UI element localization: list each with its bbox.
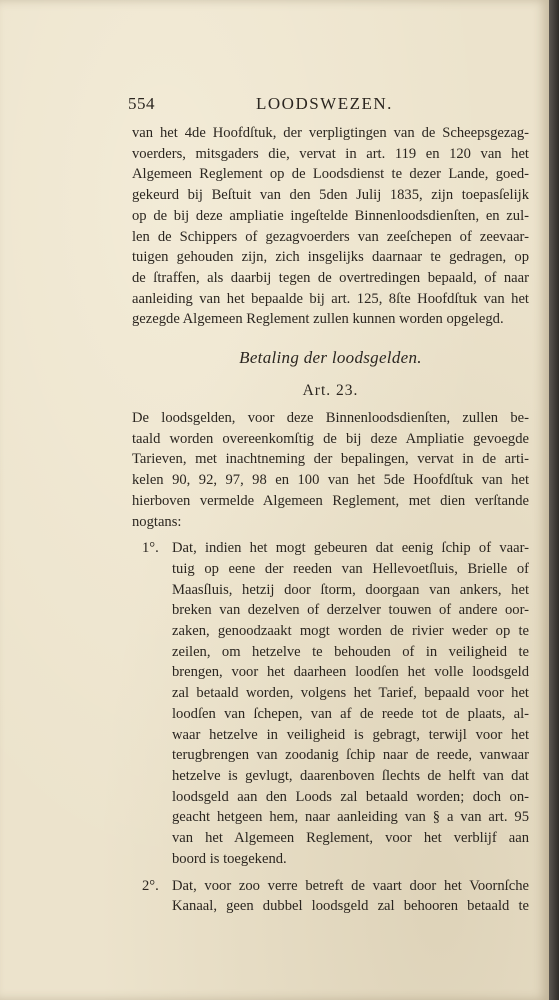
text-line: loodsgeld aan den Loods zal betaald worden; doch on-: [172, 788, 529, 805]
text-line: Tarieven, met inachtneming der bepalingen, vervat in de arti-: [132, 451, 529, 468]
text-line: waar hetzelve in veiligheid is gebragt, terwijl voor het: [172, 726, 529, 743]
text-line: kelen 90, 92, 97, 98 en 100 van het 5de Hoofdſtuk van het: [132, 472, 529, 489]
text-line: De loodsgelden, voor deze Binnenloodsdienſten, zullen be-: [132, 410, 529, 427]
text-line: tuigen gehouden zijn, zich insgelijks daarnaar te gedragen, op: [132, 249, 529, 266]
text-line: geacht hetgeen hem, naar aanleiding van § a van art. 95: [172, 809, 529, 826]
text-line: van het 4de Hoofdſtuk, der verpligtingen van de Scheepsgezag-: [132, 125, 529, 141]
text-line: terugbrengen van zoodanig ſchip naar de reede, vanwaar: [172, 747, 529, 764]
list-item-2: [132, 876, 529, 917]
text-line: aanleiding van het bepaalde bij art. 125, 8ſte Hoofdſtuk van het: [132, 290, 529, 307]
text-line: hetzelve is gevlugt, daarenboven ſlechts de helft van dat: [172, 767, 529, 784]
text-line: voerders, mitsgaders die, vervat in art. 119 en 120 van het: [132, 145, 529, 162]
text-line: zeilen, om hetzelve te behouden of in veiligheid te: [172, 643, 529, 660]
text-line: taald worden overeenkomſtig de bij deze Ampliatie gevoegde: [132, 430, 529, 447]
text-line: Algemeen Reglement op de Loodsdienst te dezer Lande, goed-: [132, 166, 529, 183]
page-header: [128, 94, 528, 120]
text-line: van het Algemeen Reglement, voor het verblijf aan: [172, 830, 529, 847]
page-number: 554: [128, 94, 155, 113]
text-line: op de bij deze ampliatie ingeſtelde Binnenloodsdienſten, en zul-: [132, 207, 529, 224]
text-line: boord is toegekend.: [172, 850, 287, 867]
section-title: Betaling der loodsgelden.: [239, 348, 422, 368]
text-line: zaken, genoodzaakt mogt worden de rivier weder op te: [172, 623, 529, 640]
text-line: gezegde Algemeen Reglement zullen kunnen worden opgelegd.: [132, 311, 504, 328]
text-line: gekeurd bij Beſtuit van den 5den Julij 1835, zijn toepasſelijk: [132, 187, 529, 204]
viewer-edge: [549, 0, 559, 1000]
list-marker: 1°.: [142, 540, 159, 557]
text-block: [132, 123, 529, 917]
text-line: de ſtraffen, als daarbij tegen de overtredingen bepaald, of naar: [132, 269, 529, 286]
text-line: loodſen van ſchepen, van af de reede tot de plaats, al-: [172, 705, 529, 722]
text-line: zal betaald worden, volgens het Tarief, bepaald voor het: [172, 685, 529, 702]
text-line: hierboven vermelde Algemeen Reglement, met dien verſtande: [132, 492, 529, 509]
article-number: Art. 23.: [302, 382, 359, 400]
text-line: nogtans:: [132, 513, 182, 530]
text-line: Maasſluis, hetzij door ſtorm, doorgaan van ankers, het: [172, 581, 529, 598]
text-line: Dat, indien het mogt gebeuren dat eenig ſchip of vaar-: [172, 540, 529, 557]
text-line: Dat, voor zoo verre betreft de vaart door het Voornſche: [172, 877, 529, 894]
text-line: len de Schippers of gezagvoerders van zeeſchepen of zeevaar-: [132, 228, 529, 245]
list-marker: 2°.: [142, 877, 159, 894]
text-line: breken van dezelven of derzelver touwen of andere oor-: [172, 602, 529, 619]
article-paragraph: [132, 408, 529, 532]
text-line: tuig op eene der reeden van Hellevoetſluis, Brielle of: [172, 560, 529, 577]
text-line: brengen, voor het daarheen loodſen het volle loodsgeld: [172, 664, 529, 681]
text-line: Kanaal, geen dubbel loodsgeld zal behooren betaald te: [172, 898, 529, 915]
list-item-1: [132, 538, 529, 869]
intro-paragraph: [132, 123, 529, 330]
running-head: LOODSWEZEN.: [256, 94, 393, 113]
